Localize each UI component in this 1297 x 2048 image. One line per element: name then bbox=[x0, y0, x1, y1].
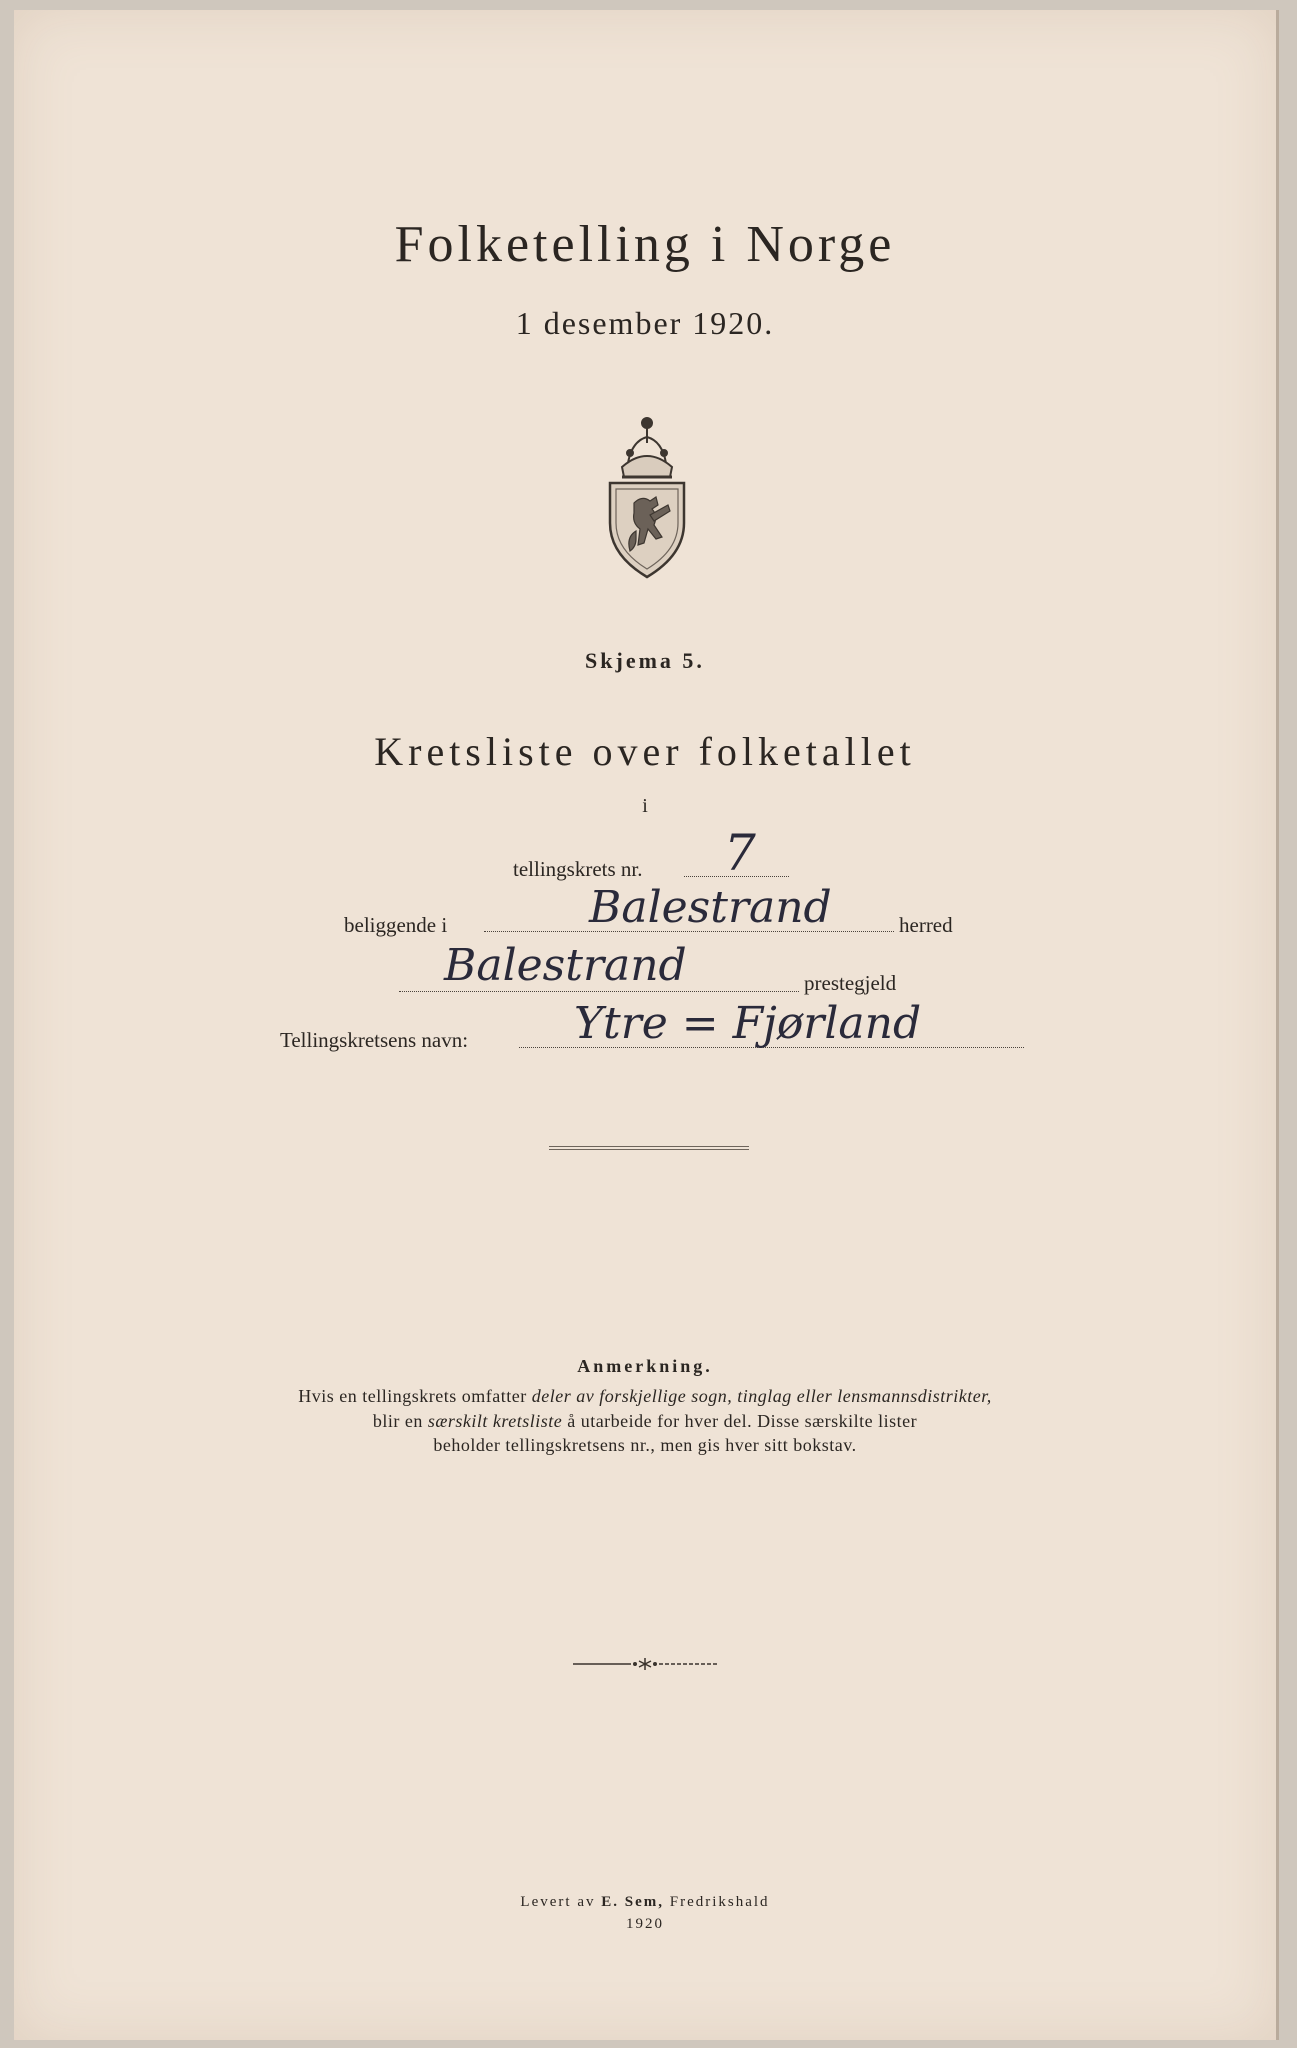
form-heading: Kretsliste over folketallet bbox=[374, 729, 916, 774]
prestegjeld-line bbox=[399, 991, 799, 992]
remark-line-1-italic: deler av forskjellige sogn, tinglag eller lensmannsdistrikter, bbox=[531, 1386, 992, 1406]
page-title: Folketelling i Norge bbox=[394, 216, 896, 273]
prestegjeld-suffix-label: prestegjeld bbox=[804, 971, 897, 995]
herred-prefix-label: beliggende i bbox=[344, 913, 448, 937]
remark-line-1-text: Hvis en tellingskrets omfatter bbox=[298, 1386, 532, 1406]
census-date: 1 desember 1920. bbox=[515, 305, 775, 341]
remark-line-2-italic: særskilt kretsliste bbox=[427, 1411, 563, 1431]
remark-title: Anmerkning. bbox=[577, 1356, 713, 1376]
norwegian-coat-of-arms-icon bbox=[592, 405, 702, 584]
schema-number: Skjema 5. bbox=[585, 648, 705, 673]
printer-prefix: Levert av bbox=[520, 1894, 602, 1910]
krets-number-value: 7 bbox=[724, 824, 756, 882]
krets-name-label: Tellingskretsens navn: bbox=[280, 1028, 469, 1052]
ornament-divider-icon bbox=[565, 1657, 725, 1671]
ornament-divider bbox=[14, 1655, 1276, 1676]
census-form-page bbox=[14, 10, 1279, 2040]
remark-line-1 bbox=[14, 1386, 1276, 1407]
connector-word: i bbox=[642, 795, 648, 817]
remark-line-2 bbox=[14, 1411, 1276, 1432]
herred-suffix-label: herred bbox=[899, 913, 953, 937]
remark-line-2-text-c: å utarbeide for hver del. Disse særskilte lister bbox=[562, 1411, 918, 1431]
printer-credit bbox=[14, 1894, 1276, 1911]
prestegjeld-value: Balestrand bbox=[444, 940, 687, 991]
divider-rule bbox=[549, 1146, 749, 1150]
krets-number-label: tellingskrets nr. bbox=[513, 857, 643, 881]
remark-line-2-text-a: blir en bbox=[372, 1411, 428, 1431]
remark-line-3: beholder tellingskretsens nr., men gis hver sitt bokstav. bbox=[433, 1435, 857, 1455]
printer-place: Fredrikshald bbox=[663, 1894, 770, 1910]
printer-year: 1920 bbox=[626, 1916, 664, 1932]
printer-name: E. Sem, bbox=[601, 1894, 664, 1910]
krets-name-value: Ytre = Fjørland bbox=[574, 998, 922, 1049]
herred-value: Balestrand bbox=[589, 882, 832, 933]
